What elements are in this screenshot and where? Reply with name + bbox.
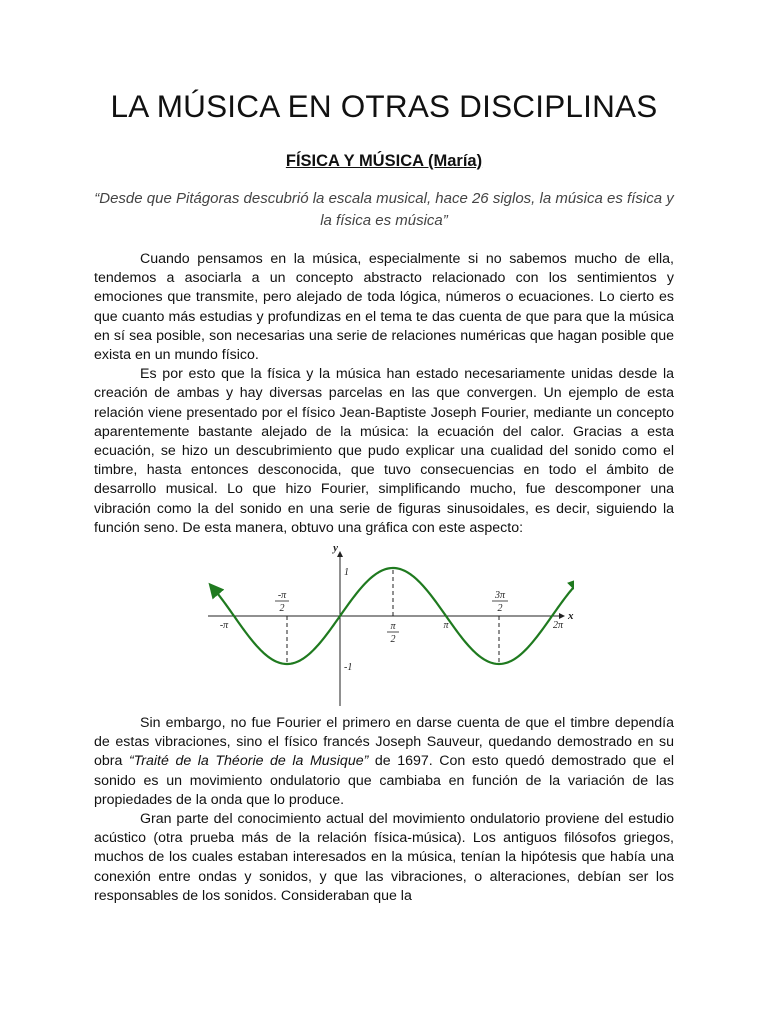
label-two-pi: 2π xyxy=(552,620,564,632)
label-neg-pi: -π xyxy=(219,620,229,632)
paragraph-3 xyxy=(94,714,674,810)
sine-graph xyxy=(194,546,574,706)
y-tick-bottom: -1 xyxy=(344,662,353,674)
paragraph-4: Gran parte del conocimiento actual del movimiento ondulatorio proviene del estudio acústico (otra prueba más de la relación física-música). Los antiguos filósofos griegos, muchos de los cuales estaban interesados en la música, tenían la hipótesis que había una conexión entre ondas y sonidos, y que las vibraciones, o alteraciones, debían ser los responsables de los sonidos. Consideraban que la xyxy=(94,811,674,904)
label-neg-half-pi-den: 2 xyxy=(279,603,285,615)
paragraph-1: Cuando pensamos en la música, especialmente si no sabemos mucho de ella, tendemos a asociarla a un concepto abstracto relacionado con los sentimientos y emociones que transmite, pero alejado de toda lógica, números o ecuaciones. Lo cierto es que cuanto más estudias y profundizas en el tema te das cuenta de que para que la música en sí sea posible, son necesarias una serie de relaciones numéricas que hagan posible que exista en un mundo físico. xyxy=(94,251,674,364)
label-pi: π xyxy=(443,620,449,632)
paragraph-3-text: Sin embargo, no fue Fourier el primero en darse cuenta de que el timbre dependía de estas vibraciones, sino el físico francés Joseph Sauveur, quedando demostrado en su obra xyxy=(94,715,674,770)
paragraph-3-text-end: de 1697. Con esto quedó demostrado que el sonido es un movimiento ondulatorio que cambiaba en función de la variación de las propiedades de la onda que lo produce. xyxy=(94,753,674,808)
section-title: FÍSICA Y MÚSICA (María) xyxy=(285,152,483,170)
x-axis-label: x xyxy=(568,610,574,623)
label-half-pi-num: π xyxy=(390,621,396,633)
label-three-half-pi-num: 3π xyxy=(494,590,506,602)
label-neg-half-pi-num: -π xyxy=(277,590,287,602)
y-tick-top: 1 xyxy=(344,567,349,579)
paragraph-3-book-title: “Traité de la Théorie de la Musique” xyxy=(128,753,369,770)
sine-wave-figure xyxy=(94,546,674,706)
document-title: LA MÚSICA EN OTRAS DISCIPLINAS xyxy=(110,88,658,124)
label-three-half-pi-den: 2 xyxy=(497,603,503,615)
label-half-pi-den: 2 xyxy=(390,634,396,646)
quote: “Desde que Pitágoras descubrió la escala musical, hace 26 siglos, la música es física y la física es música” xyxy=(94,190,674,229)
paragraph-2: Es por esto que la física y la música han estado necesariamente unidas desde la creación de ambas y hay diversas parcelas en las que convergen. Un ejemplo de esta relación viene presentado por el físico Jean-Baptiste Joseph Fourier, mediante un concepto aparentemente bastante alejado de la música: la ecuación del calor. Gracias a esta ecuación, se hizo un descubrimiento que pudo explicar una cualidad del sonido como el timbre, hasta entonces desconocida, que tuvo consecuencias en todo el ámbito de desarrollo musical. Lo que hizo Fourier, simplificando mucho, fue descomponer una vibración como la del sonido en una serie de figuras sinusoidales, es decir, siguiendo la función seno. De esta manera, obtuvo una gráfica con este aspecto: xyxy=(94,366,674,536)
y-axis-label: y xyxy=(333,546,338,555)
